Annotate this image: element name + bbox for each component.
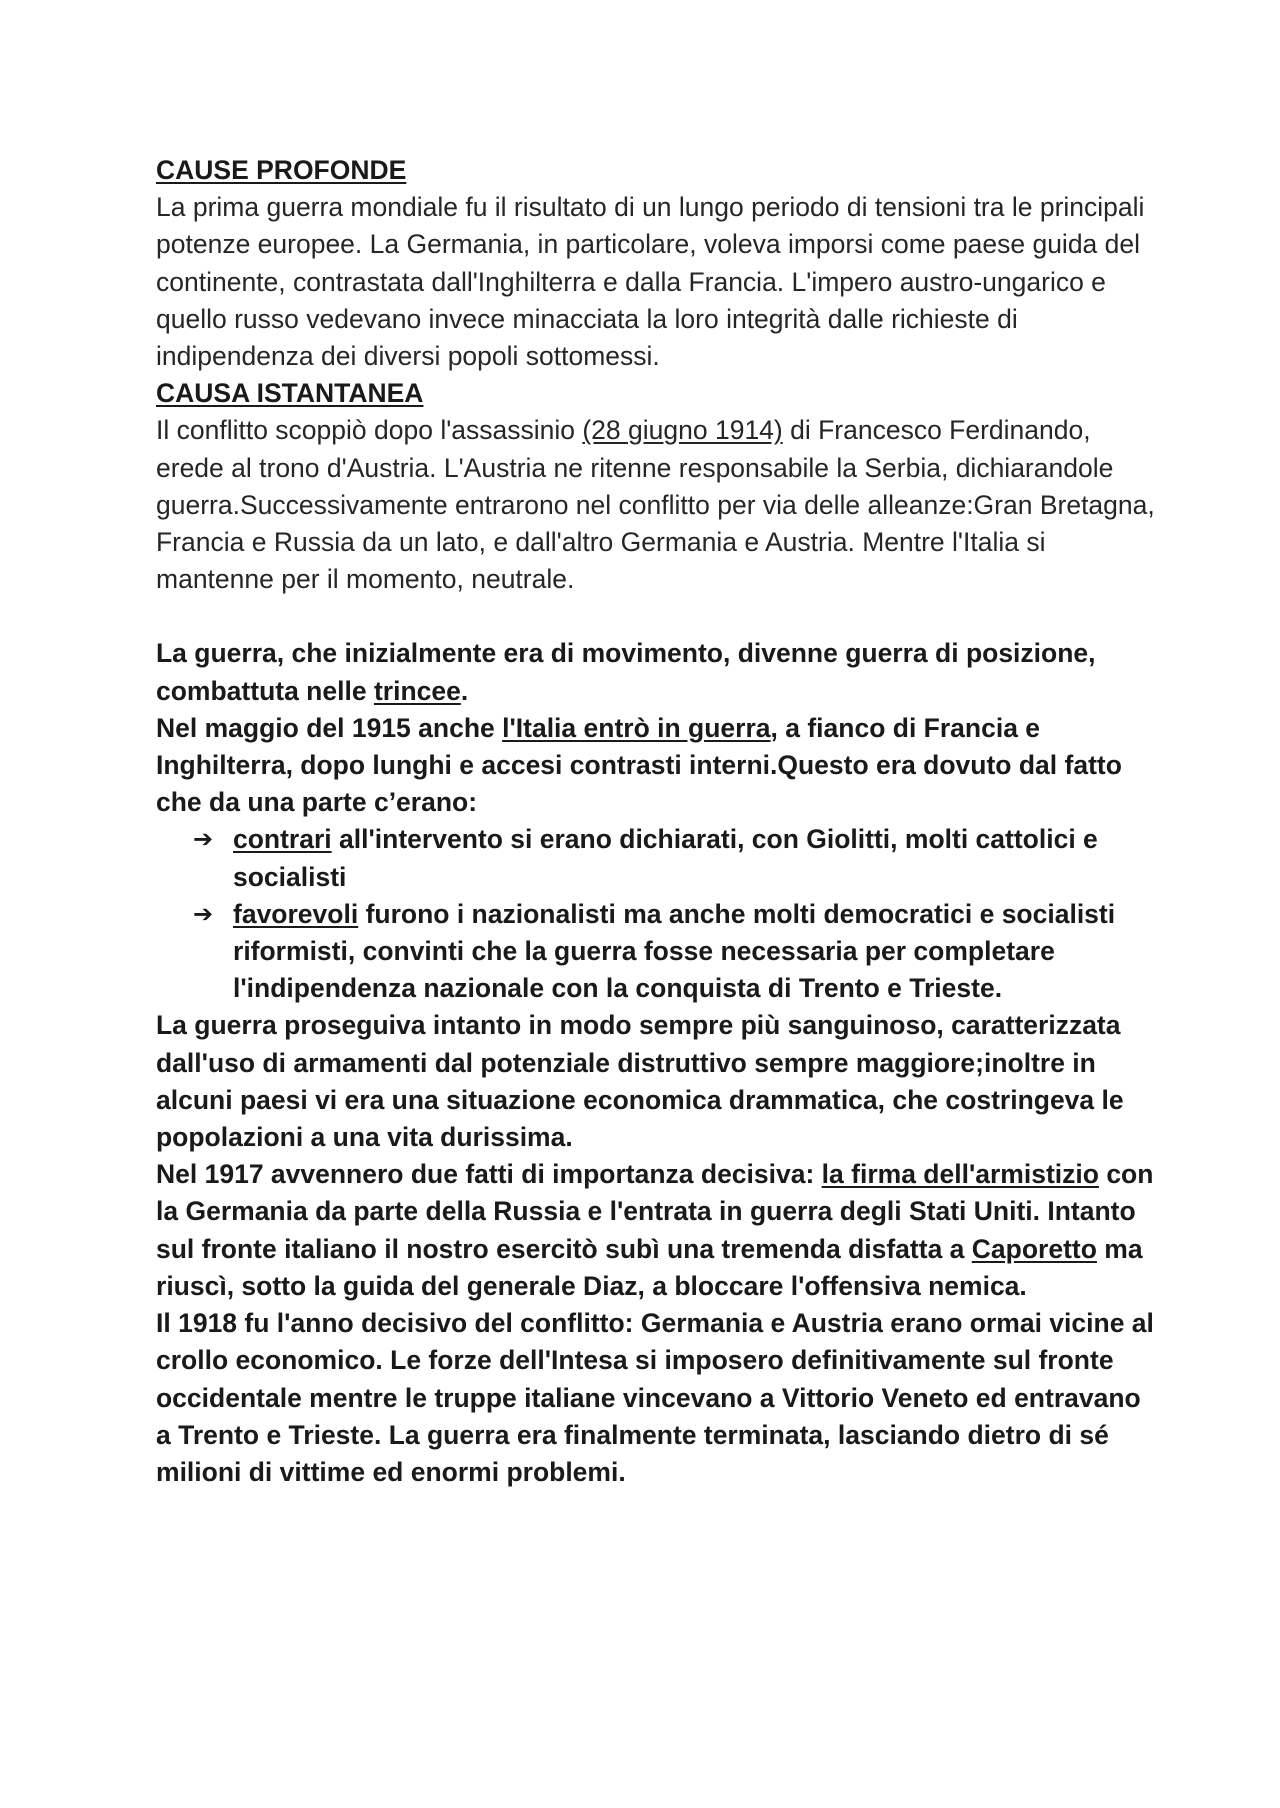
paragraph-1917	[156, 1156, 1156, 1305]
list-item	[193, 896, 1156, 1008]
text-segment: , a fianco di Francia e Inghilterra, dopo lunghi e accesi contrasti interni.Questo era dovuto dal fatto che da una parte c’erano:	[156, 712, 1122, 818]
paragraph-guerra-sanguinosa: La guerra proseguiva intanto in modo sempre più sanguinoso, caratterizzata dall'uso di armamenti dal potenziale distruttivo sempre maggiore;inoltre in alcuni paesi vi era una situazione economica drammatica, che costringeva le popolazioni a una vita durissima.	[156, 1010, 1124, 1153]
paragraph-guerra-posizione	[156, 635, 1156, 709]
text-segment: Il conflitto scoppiò dopo l'assassinio	[156, 415, 583, 446]
underlined-italia-entro: l'Italia entrò in guerra	[502, 712, 771, 743]
underlined-contrari: contrari	[233, 824, 332, 855]
list-item	[193, 821, 1156, 895]
underlined-armistizio: la firma dell'armistizio	[821, 1159, 1099, 1190]
arrow-right-icon: ➔	[193, 899, 214, 928]
paragraph-italia-guerra	[156, 710, 1156, 822]
heading-causa-istantanea: CAUSA ISTANTANEA	[156, 378, 424, 409]
underlined-trincee: trincee	[373, 675, 461, 706]
underlined-date: (28 giugno 1914)	[582, 415, 783, 446]
text-segment: con la Germania da parte della Russia e l'entrata in guerra degli Stati Uniti. Intanto sul fronte italiano il nostro esercitò subì una tremenda disfatta a	[156, 1159, 1154, 1264]
text-segment: ma riuscì, sotto la guida del generale Diaz, a bloccare l'offensiva nemica.	[156, 1233, 1143, 1301]
text-segment: all'intervento si erano dichiarati, con Giolitti, molti cattolici e socialisti	[233, 824, 1098, 892]
heading-cause-profonde: CAUSE PROFONDE	[156, 155, 407, 185]
text-segment: di Francesco Ferdinando, erede al trono d'Austria. L'Austria ne ritenne responsabile la Serbia, dichiarandole guerra.Successivamente entrarono nel conflitto per via delle alleanze:Gran Bretagna, Francia e Russia da un lato, e dall'altro Germania e Austria. Mentre l'Italia si mantenne per il momento, neutrale.	[156, 415, 1155, 595]
underlined-favorevoli: favorevoli	[233, 898, 359, 929]
arrow-right-icon: ➔	[193, 825, 214, 854]
text-segment: .	[460, 675, 469, 706]
document-page	[156, 152, 1156, 1491]
paragraph-causa-istantanea	[156, 412, 1156, 598]
underlined-caporetto: Caporetto	[971, 1233, 1097, 1264]
text-segment: Nel 1917 avvennero due fatti di importanza decisiva:	[156, 1159, 822, 1190]
paragraph-1918: Il 1918 fu l'anno decisivo del conflitto: Germania e Austria erano ormai vicine al crollo economico. Le forze dell'Intesa si imposero definitivamente sul fronte occidentale mentre le truppe italiane vincevano a Vittorio Veneto ed entravano a Trento e Trieste. La guerra era finalmente terminata, lasciando dietro di sé milioni di vittime ed enormi problemi.	[156, 1308, 1154, 1487]
text-segment: La guerra, che inizialmente era di movimento, divenne guerra di posizione, combattuta nelle	[156, 638, 1096, 706]
blank-line	[156, 598, 1156, 635]
bullet-list	[156, 821, 1156, 1007]
text-segment: furono i nazionalisti ma anche molti democratici e socialisti riformisti, convinti che la guerra fosse necessaria per completare l'indipendenza nazionale con la conquista di Trento e Trieste.	[233, 898, 1116, 1004]
text-segment: Nel maggio del 1915 anche	[156, 712, 503, 743]
paragraph-cause-profonde: La prima guerra mondiale fu il risultato di un lungo periodo di tensioni tra le principali potenze europee. La Germania, in particolare, voleva imporsi come paese guida del continente, contrastata dall'Inghilterra e dalla Francia. L'impero austro-ungarico e quello russo vedevano invece minacciata la loro integrità dalle richieste di indipendenza dei diversi popoli sottomessi.	[156, 192, 1145, 372]
